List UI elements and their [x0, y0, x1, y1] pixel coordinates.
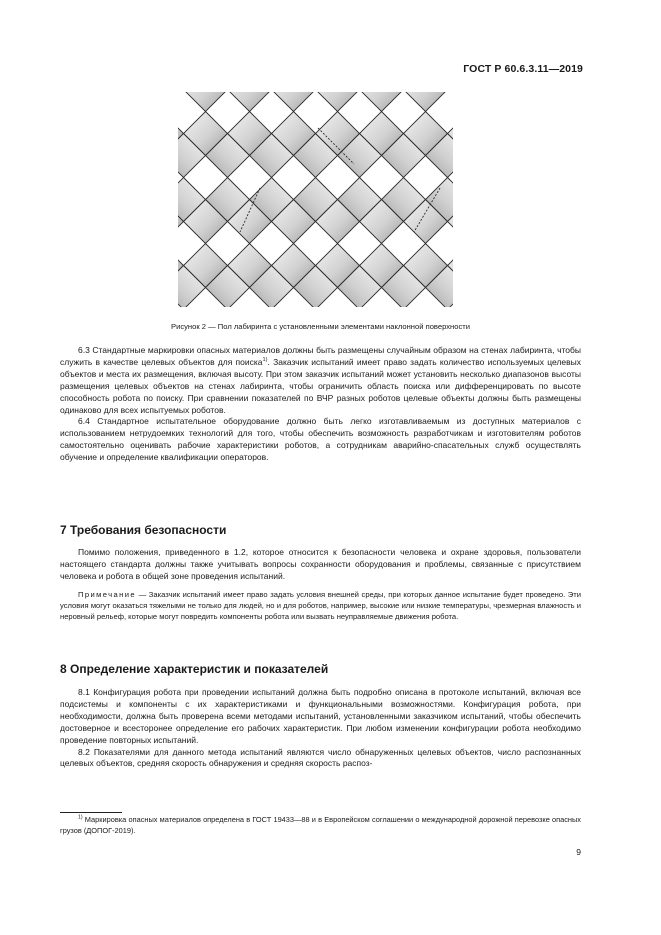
section-7-paragraph: Помимо положения, приведенного в 1.2, которое относится к безопасности человека и охране здоровья, пользователи настоящего стандарта должны также учитывать вопросы сохранности оборудования и проблемы, связанные с присутствием человека и робота в общей зоне проведения испытаний. [60, 547, 581, 581]
section-7-heading: 7 Требования безопасности [60, 523, 227, 537]
paragraph-8-2: 8.2 Показателями для данного метода испытаний являются число обнаруженных целевых объектов, число распознанных целевых объектов, средняя скорость обнаружения и средняя скорость распоз- [60, 746, 581, 769]
paragraph-6-3 [60, 345, 581, 416]
maze-floor-tile [360, 92, 404, 112]
paragraph-8-1: 8.1 Конфигурация робота при проведении испытаний должна быть подробно описана в протоколе испытаний, включая все подсистемы и компоненты с их характеристиками и функциональными возможностями. Конфигурация робота, при необходимости, должна быть проверена всеми методами испытаний, установленными заказчиком испытаний, чтобы обеспечить достоверное и всесторонее определение его рабочих характеристик. При любом изменении конфигурации робота необходимо проведение повторных испытаний. [60, 687, 581, 745]
footnote-divider [60, 812, 122, 813]
maze-floor-tile [316, 92, 360, 112]
paragraph-6-3-text-b: . Заказчик испытаний имеет право задать количество используемых целевых объектов и места их размещения, включая высоту. При этом заказчик испытаний может установить несколько диапазонов высоты размещения целевых объектов на стенах лабиринта, чтобы ограничить область поиска или дифференцировать по высоте способность робота по поиску. При сравнении показателей по ВЧР разных роботов целевые объекты должны быть размещены одинаково для всех испытуемых роботов. [60, 356, 582, 415]
section-7-body [60, 547, 581, 583]
section-8-heading: 8 Определение характеристик и показателей [60, 662, 329, 676]
footnote-reference[interactable]: 1) [262, 357, 268, 364]
maze-floor-tile [228, 92, 272, 112]
maze-floor-figure [178, 92, 453, 307]
clauses-6-3-6-4 [60, 345, 581, 464]
footnote [60, 815, 581, 836]
footnote-marker: 1) [78, 814, 83, 821]
figure-caption: Рисунок 2 — Пол лабиринта с установленными элементами наклонной поверхности [171, 322, 470, 331]
note-label: Примечание [78, 590, 136, 599]
section-8-body [60, 687, 581, 770]
maze-floor-tile [272, 92, 316, 112]
footnote-text: Маркировка опасных материалов определена в ГОСТ 19433—88 и в Европейском соглашении о международной дорожной перевозке опасных грузов (ДОПОГ-2019). [60, 815, 581, 835]
page-number: 9 [576, 847, 581, 857]
paragraph-6-3-text-a: 6.3 Стандартные маркировки опасных материалов должны быть размещены случайным образом на стенах лабиринта, чтобы служить в качестве целевых объектов для поиска [60, 345, 581, 367]
maze-floor-tile [404, 92, 448, 112]
maze-floor-tile [184, 92, 228, 112]
note-text: — Заказчик испытаний имеет право задать условия внешней среды, при которых данное испытание будет проведено. Эти условия могут оказаться тяжелыми не только для людей, но и для роботов, например, высокие или низкие температуры, чрезмерная влажность и неровный рельеф, которые могут повредить компоненты робота или вызвать неуправляемые движения робота. [60, 590, 581, 621]
document-standard-number: ГОСТ Р 60.6.3.11—2019 [463, 63, 583, 75]
section-7-note [60, 590, 581, 623]
paragraph-6-4: 6.4 Стандартное испытательное оборудование должно быть легко изготавливаемым из доступных материалов с использованием нетрудоемких технологий для того, чтобы обеспечить возможность разработчикам и изготовителям роботов самостоятельно оценивать рабочие характеристики роботов, а сотрудникам аварийно-спасательных служб осуществлять обучение и определение квалификации операторов. [60, 416, 581, 463]
